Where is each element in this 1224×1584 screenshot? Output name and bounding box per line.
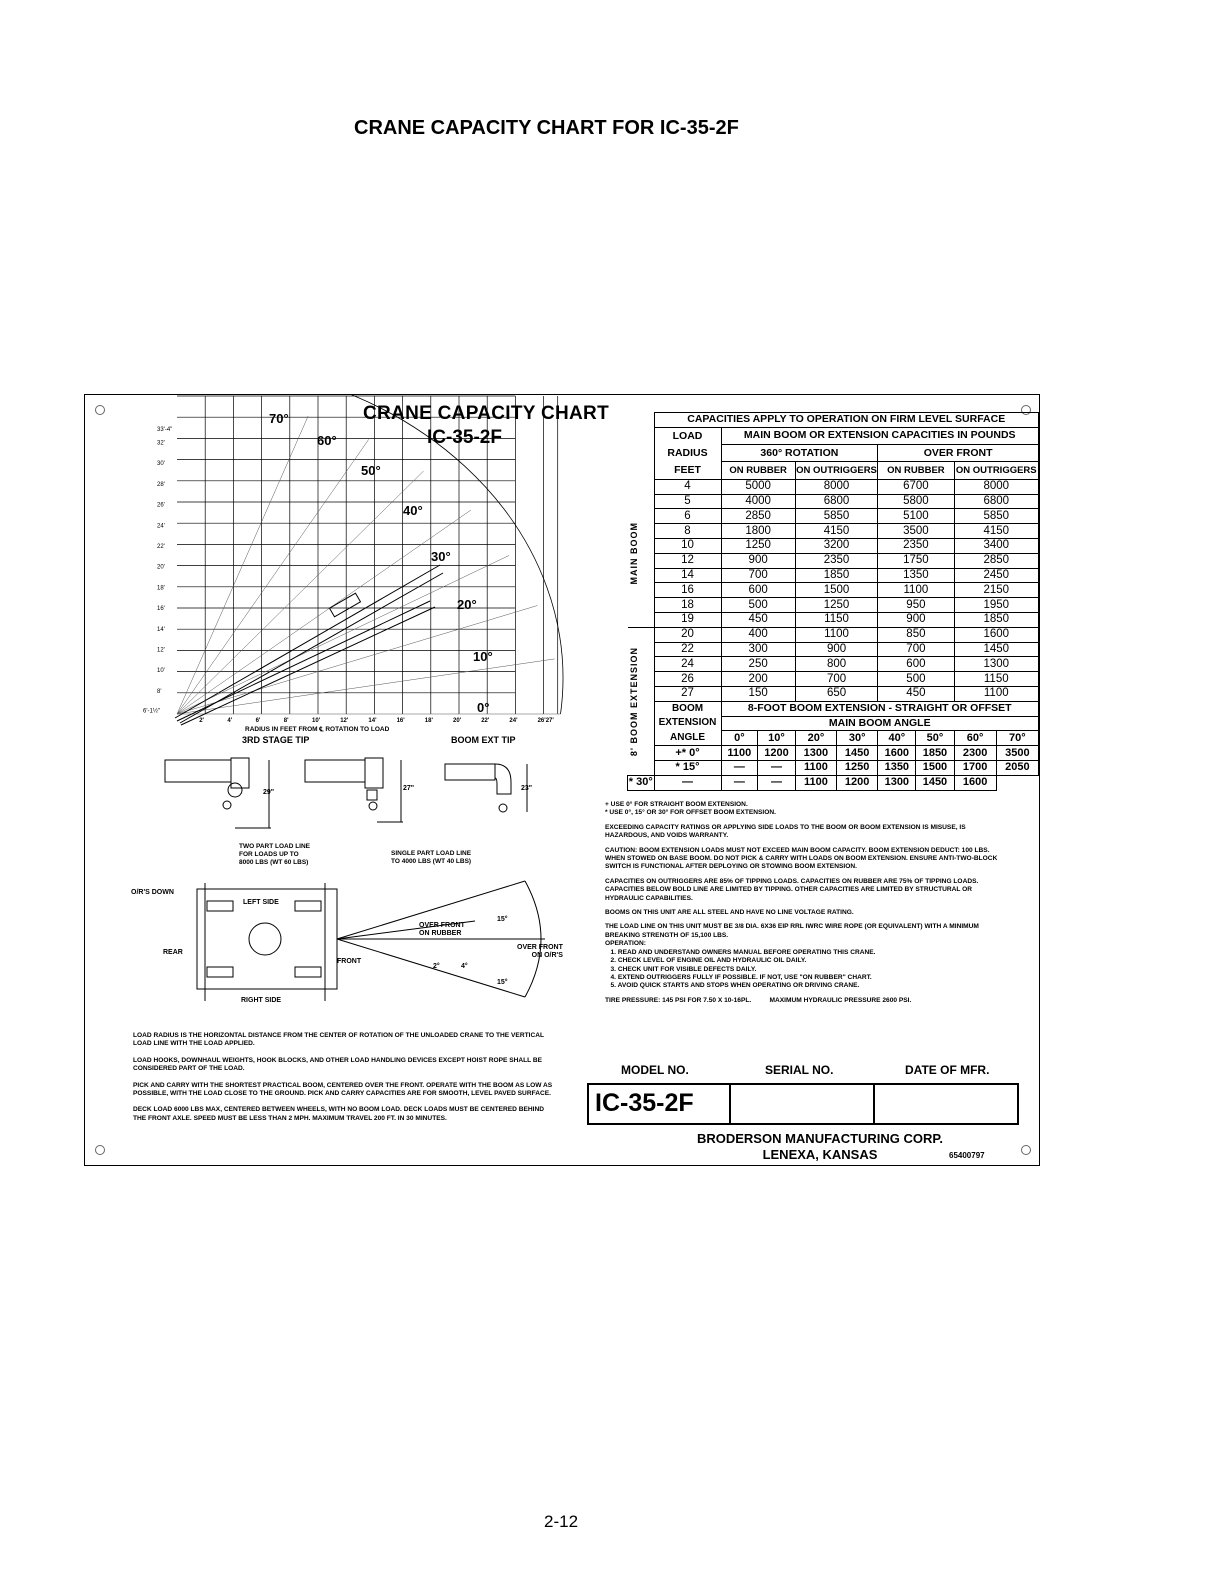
notes-left	[133, 1032, 553, 1131]
rotation-360-header: 360° ROTATION	[721, 445, 878, 462]
radius-cell: 12	[654, 553, 721, 568]
capacity-cell: 700	[795, 672, 877, 687]
extension-angle-cell: * 30°	[628, 776, 653, 789]
date-of-mfr-label: DATE OF MFR.	[905, 1063, 990, 1077]
mounting-hole-bottom-right	[1021, 1145, 1031, 1155]
capacity-cell: 2350	[878, 538, 954, 553]
ors-down-label: O/R'S DOWN	[131, 889, 174, 896]
note-paragraph: EXCEEDING CAPACITY RATINGS OR APPLYING SIDE LOADS TO THE BOOM OR BOOM EXTENSION IS MISUSE, IS HAZARDOUS, AND VOIDS WARRANTY.	[605, 823, 968, 840]
angle-label: 0°	[477, 700, 490, 715]
capacity-cell: 5800	[878, 494, 954, 509]
boom-extension-title: 8-FOOT BOOM EXTENSION - STRAIGHT OR OFFSET	[721, 701, 1039, 716]
main-boom-vertical-label: MAIN BOOM	[628, 521, 639, 585]
two-part-load-line-label: TWO PART LOAD LINE FOR LOADS UP TO 8000 LBS (WT 60 LBS)	[239, 843, 311, 866]
capacity-cell: 850	[878, 627, 954, 642]
boom-ext-tip-label: BOOM EXT TIP	[451, 735, 516, 745]
main-header: MAIN BOOM OR EXTENSION CAPACITIES IN POUNDS	[721, 427, 1039, 444]
radius-cell: 5	[654, 494, 721, 509]
radius-cell: 18	[654, 598, 721, 613]
radius-tick-label: 22'	[481, 718, 490, 724]
angle-column-header: 70°	[996, 731, 1038, 746]
height-tick-label: 16'	[157, 606, 165, 613]
extension-capacity-cell: 1300	[795, 746, 836, 761]
table-cell	[628, 413, 655, 462]
radius-cell: 16	[654, 583, 721, 598]
right-side-label: RIGHT SIDE	[241, 997, 282, 1004]
radius-tick-label: 20'	[453, 718, 462, 724]
left-side-label: LEFT SIDE	[243, 899, 279, 906]
tip-details-drawing	[155, 750, 555, 850]
capacity-cell: 3400	[954, 538, 1038, 553]
capacity-cell: 900	[721, 553, 795, 568]
capacity-cell: 1350	[878, 568, 954, 583]
extension-capacity-cell: —	[721, 761, 758, 776]
capacity-cell: 1600	[954, 627, 1038, 642]
over-front-header: OVER FRONT	[878, 445, 1039, 462]
capacity-cell: 700	[721, 568, 795, 583]
capacity-cell: 1950	[954, 598, 1038, 613]
extension-capacity-cell: 1850	[916, 746, 954, 761]
capacity-cell: 1500	[795, 583, 877, 598]
radius-axis-label: RADIUS IN FEET FROM ℄ ROTATION TO LOAD	[245, 726, 390, 733]
front-label: FRONT	[337, 958, 362, 965]
radius-cell: 10	[654, 538, 721, 553]
capacity-table	[627, 412, 1039, 791]
column-header: ON OUTRIGGERS	[795, 462, 877, 480]
note-paragraph: LOAD HOOKS, DOWNHAUL WEIGHTS, HOOK BLOCKS, AND OTHER LOAD HANDLING DEVICES EXCEPT HOIST ROPE SHALL BE CONSIDERED PART OF THE LOAD.	[133, 1056, 544, 1073]
note-paragraph: PICK AND CARRY WITH THE SHORTEST PRACTICAL BOOM, CENTERED OVER THE FRONT. OPERATE WITH THE BOOM AS LOW AS POSSIBLE, WITH THE LOAD CLOSE TO THE GROUND. PICK AND CARRY CAPACITIES ARE FOR SMOOTH, LEVEL PAVED SURFACE.	[133, 1081, 555, 1098]
plate-model: IC-35-2F	[427, 427, 502, 448]
angle-label: 30°	[431, 549, 451, 564]
angle-column-header: 60°	[954, 731, 996, 746]
radius-cell: 8	[654, 524, 721, 539]
range-diagram	[85, 395, 615, 755]
radius-tick-label: 6'	[255, 718, 261, 724]
extension-capacity-cell: 1300	[878, 775, 916, 790]
capacity-cell: 8000	[954, 479, 1038, 494]
note-paragraph: CAPACITIES ON OUTRIGGERS ARE 85% OF TIPPING LOADS. CAPACITIES ON RUBBER ARE 75% OF TIPPING LOADS. CAPACITIES BELOW BOLD LINE ARE LIMITED BY TIPPING. OTHER CAPACITIES ARE LIMITED BY STRUCTURAL OR HYDRAULIC CAPABILITIES.	[605, 877, 981, 902]
capacity-cell: 2150	[954, 583, 1038, 598]
extension-capacity-cell: —	[721, 775, 758, 790]
height-tick-label: 30'	[157, 461, 165, 468]
extension-capacity-cell: 1200	[758, 746, 796, 761]
capacity-cell: 2450	[954, 568, 1038, 583]
over-front-rubber-label: OVER FRONT ON RUBBER	[419, 922, 465, 937]
note-paragraph: LOAD RADIUS IS THE HORIZONTAL DISTANCE FROM THE CENTER OF ROTATION OF THE UNLOADED CRANE TO THE VERTICAL LOAD LINE WITH THE LOAD APPLIED.	[133, 1032, 546, 1048]
extension-capacity-cell: 1700	[954, 761, 996, 776]
extension-capacity-cell: 1100	[795, 761, 836, 776]
serial-no-label: SERIAL NO.	[765, 1063, 834, 1077]
capacity-cell: 1850	[795, 568, 877, 583]
extension-capacity-cell: 1100	[721, 746, 758, 761]
capacity-cell: 5850	[795, 509, 877, 524]
height-tick-label: 6'-1½"	[143, 708, 160, 715]
capacity-cell: 900	[795, 642, 877, 657]
extension-capacity-cell: 1350	[878, 761, 916, 776]
height-tick-label: 20'	[157, 564, 165, 571]
radius-tick-label: 26'27'	[537, 718, 554, 724]
part-number: 65400797	[949, 1151, 985, 1160]
rear-label: REAR	[163, 949, 183, 956]
extension-capacity-cell: 2050	[996, 761, 1038, 776]
radius-tick-label: 18'	[424, 718, 433, 724]
capacity-cell: 1250	[721, 538, 795, 553]
capacity-cell: 1300	[954, 657, 1038, 672]
extension-capacity-cell: 1200	[837, 775, 878, 790]
over-front-ors-label: OVER FRONT ON O/R'S	[517, 944, 563, 959]
extension-capacity-cell: 3500	[996, 746, 1038, 761]
tip-dim-29: 29"	[263, 789, 275, 796]
capacity-cell: 5000	[721, 479, 795, 494]
capacity-cell: 1150	[795, 612, 877, 627]
capacity-cell: 1750	[878, 553, 954, 568]
capacity-cell: 5850	[954, 509, 1038, 524]
extension-capacity-cell: 1250	[837, 761, 878, 776]
capacity-cell: 1850	[954, 612, 1038, 627]
radius-tick-label: 4'	[227, 718, 233, 724]
height-tick-label: 28'	[157, 481, 165, 488]
extension-capacity-cell: 1500	[916, 761, 954, 776]
capacity-cell: 500	[878, 672, 954, 687]
extension-capacity-cell: 1600	[878, 746, 916, 761]
angle-rays	[177, 416, 561, 714]
table-cell	[628, 462, 655, 480]
radius-tick-label: 8'	[283, 718, 289, 724]
radius-tick-label: 16'	[396, 718, 405, 724]
capacity-plate	[84, 394, 1040, 1166]
angle-2: 2°	[433, 963, 440, 970]
extension-capacity-cell: —	[654, 775, 721, 790]
capacity-cell: 500	[721, 598, 795, 613]
note-paragraph: TIRE PRESSURE: 145 PSI FOR 7.50 X 10-16PL. MAXIMUM HYDRAULIC PRESSURE 2600 PSI.	[605, 996, 912, 1004]
height-tick-label: 24'	[157, 523, 165, 530]
height-tick-label: 18'	[157, 585, 165, 592]
radius-tick-label: 14'	[368, 718, 377, 724]
notes-right	[605, 801, 1005, 1011]
column-header: ON RUBBER	[878, 462, 954, 480]
capacity-cell: 2850	[721, 509, 795, 524]
height-tick-label: 26'	[157, 502, 165, 509]
serial-no-field	[731, 1085, 875, 1123]
capacity-cell: 900	[878, 612, 954, 627]
extension-capacity-cell: 1450	[916, 775, 954, 790]
extension-capacity-cell: 1450	[837, 746, 878, 761]
extension-angle-cell: +* 0°	[654, 746, 721, 761]
capacity-cell: 6800	[795, 494, 877, 509]
radius-tick-label: 2'	[199, 718, 204, 724]
capacity-cell: 950	[878, 598, 954, 613]
manufacturer	[670, 1131, 970, 1163]
capacity-cell: 400	[721, 627, 795, 642]
height-tick-label: 33'-4"	[157, 427, 173, 433]
column-header: ON RUBBER	[721, 462, 795, 480]
plate-title: CRANE CAPACITY CHART	[363, 403, 609, 424]
angle-label: 50°	[361, 463, 381, 478]
tip-dim-27: 27"	[403, 785, 415, 792]
capacity-cell: 600	[721, 583, 795, 598]
single-part-load-line-label: SINGLE PART LOAD LINE TO 4000 LBS (WT 40 LBS)	[391, 850, 472, 865]
manufacturer-location: LENEXA, KANSAS	[762, 1147, 878, 1162]
angle-column-header: 10°	[758, 731, 796, 746]
extension-capacity-cell: 1100	[795, 775, 836, 790]
capacity-cell: 150	[721, 686, 795, 701]
capacity-cell: 5100	[878, 509, 954, 524]
capacity-cell: 250	[721, 657, 795, 672]
height-tick-label: 10'	[157, 668, 165, 675]
column-header: ON OUTRIGGERS	[954, 462, 1038, 480]
plan-view-drawing	[185, 873, 565, 1033]
capacity-cell: 1100	[795, 627, 877, 642]
capacity-cell: 8000	[795, 479, 877, 494]
note-paragraph: BOOMS ON THIS UNIT ARE ALL STEEL AND HAVE NO LINE VOLTAGE RATING.	[605, 909, 854, 917]
capacity-cell: 1100	[878, 583, 954, 598]
height-tick-label: 22'	[157, 543, 165, 550]
angle-column-header: 0°	[721, 731, 758, 746]
boom-extension-angle-header: BOOM EXTENSION ANGLE	[654, 701, 721, 746]
angle-label: 70°	[269, 411, 289, 426]
angle-label: 60°	[317, 433, 337, 448]
angle-column-header: 40°	[878, 731, 916, 746]
capacity-cell: 450	[721, 612, 795, 627]
capacity-cell: 6700	[878, 479, 954, 494]
radius-cell: 27	[654, 686, 721, 701]
capacity-cell: 700	[878, 642, 954, 657]
capacity-cell: 2850	[954, 553, 1038, 568]
radius-cell: 19	[654, 612, 721, 627]
capacity-cell: 3200	[795, 538, 877, 553]
angle-15-upper: 15°	[497, 916, 508, 923]
capacity-cell: 3500	[878, 524, 954, 539]
radius-tick-labels	[199, 718, 554, 724]
note-paragraph: DECK LOAD 6000 LBS MAX, CENTERED BETWEEN WHEELS, WITH NO BOOM LOAD. DECK LOADS MUST BE CENTERED BEHIND THE FRONT AXLE. SPEED MUST BE LESS THAN 2 MPH. MAXIMUM TRAVEL 200 FT. IN 30 MINUTES.	[133, 1106, 546, 1122]
date-of-mfr-field	[875, 1085, 1017, 1123]
angle-4: 4°	[461, 963, 468, 970]
radius-cell: 6	[654, 509, 721, 524]
capacity-cell: 1100	[954, 686, 1038, 701]
model-no-value: IC-35-2F	[595, 1089, 694, 1117]
height-tick-labels	[143, 427, 172, 715]
model-no-label: MODEL NO.	[621, 1063, 689, 1077]
radius-cell: 22	[654, 642, 721, 657]
radius-cell: 26	[654, 672, 721, 687]
angle-column-header: 50°	[916, 731, 954, 746]
radius-cell: 14	[654, 568, 721, 583]
page-title: CRANE CAPACITY CHART FOR IC-35-2F	[354, 117, 739, 139]
capacity-cell: 200	[721, 672, 795, 687]
capacity-cell: 800	[795, 657, 877, 672]
extension-capacity-cell: 2300	[954, 746, 996, 761]
main-boom-angle-header: MAIN BOOM ANGLE	[721, 716, 1039, 731]
capacity-cell: 1450	[954, 642, 1038, 657]
mounting-hole-bottom-left	[95, 1145, 105, 1155]
height-tick-label: 14'	[157, 626, 165, 633]
extension-capacity-cell: 1600	[954, 775, 996, 790]
extension-angle-cell: * 15°	[654, 761, 721, 776]
angle-label: 40°	[403, 503, 423, 518]
capacity-cell: 4000	[721, 494, 795, 509]
radius-cell: 24	[654, 657, 721, 672]
model-no-field	[589, 1085, 731, 1123]
radius-cell: 20	[654, 627, 721, 642]
extension-capacity-cell: —	[758, 775, 796, 790]
capacity-cell: 1150	[954, 672, 1038, 687]
radius-tick-label: 12'	[340, 718, 349, 724]
capacity-cell: 2350	[795, 553, 877, 568]
angle-column-header: 20°	[795, 731, 836, 746]
radius-tick-label: 24'	[509, 718, 518, 724]
id-tag-box	[587, 1083, 1019, 1125]
extension-section-label	[628, 627, 655, 775]
capacity-cell: 4150	[954, 524, 1038, 539]
note-paragraph: THE LOAD LINE ON THIS UNIT MUST BE 3/8 DIA. 6X36 EIP RRL IWRC WIRE ROPE (OR EQUIVALENT) WITH A MINIMUM BREAKING STRENGTH OF 15,100 LBS. OPERATION: 1. READ AND UNDERSTAND OWNERS MANUAL BEFORE OPERATING THIS CRANE. 2. CHECK LEVEL OF ENGINE OIL AND HYDRAULIC OIL DAILY. 3. CHECK UNIT FOR VISIBLE DEFECTS DAILY. 4. EXTEND OUTRIGGERS FULLY IF POSSIBLE. IF NOT, USE "ON RUBBER" CHART. 5. AVOID QUICK STARTS AND STOPS WHEN OPERATING OR DRIVING CRANE.	[605, 923, 979, 990]
angle-label: 10°	[473, 649, 493, 664]
radius-cell: 4	[654, 479, 721, 494]
load-radius-header: LOAD RADIUS FEET	[654, 427, 721, 479]
capacity-cell: 600	[878, 657, 954, 672]
note-paragraph: CAUTION: BOOM EXTENSION LOADS MUST NOT EXCEED MAIN BOOM CAPACITY. BOOM EXTENSION DEDUCT: 100 LBS. WHEN STOWED ON BASE BOOM. DO NOT PICK & CARRY WITH LOADS ON BOOM EXTENSION. ENSURE ANTI-TWO-BLOCK SWITCH IS FUNCTIONAL AFTER DEPLOYING OR STOWING BOOM EXTENSION.	[605, 846, 1000, 871]
capacity-cell: 4150	[795, 524, 877, 539]
angle-column-header: 30°	[837, 731, 878, 746]
extension-vertical-label: 8' BOOM EXTENSION	[628, 646, 639, 756]
capacity-cell: 6800	[954, 494, 1038, 509]
table-top-header: CAPACITIES APPLY TO OPERATION ON FIRM LEVEL SURFACE	[654, 413, 1039, 428]
angle-15-lower: 15°	[497, 979, 508, 986]
third-stage-tip-label: 3RD STAGE TIP	[242, 735, 310, 745]
angle-label: 20°	[457, 597, 477, 612]
extension-capacity-cell: —	[758, 761, 796, 776]
capacity-cell: 1800	[721, 524, 795, 539]
height-tick-label: 32'	[157, 440, 165, 447]
capacity-cell: 300	[721, 642, 795, 657]
main-boom-section-label	[628, 479, 655, 627]
height-tick-label: 12'	[157, 647, 165, 654]
capacity-cell: 1250	[795, 598, 877, 613]
height-tick-label: 8'	[157, 688, 162, 695]
radius-tick-label: 10'	[312, 718, 321, 724]
manufacturer-name: BRODERSON MANUFACTURING CORP.	[696, 1131, 944, 1146]
range-grid	[177, 396, 558, 714]
note-paragraph: + USE 0° FOR STRAIGHT BOOM EXTENSION. * USE 0°, 15° OR 30° FOR OFFSET BOOM EXTENSION.	[605, 801, 776, 817]
tip-dim-23: 23"	[521, 785, 533, 792]
capacity-cell: 650	[795, 686, 877, 701]
page-number: 2-12	[544, 1512, 579, 1531]
capacity-cell: 450	[878, 686, 954, 701]
